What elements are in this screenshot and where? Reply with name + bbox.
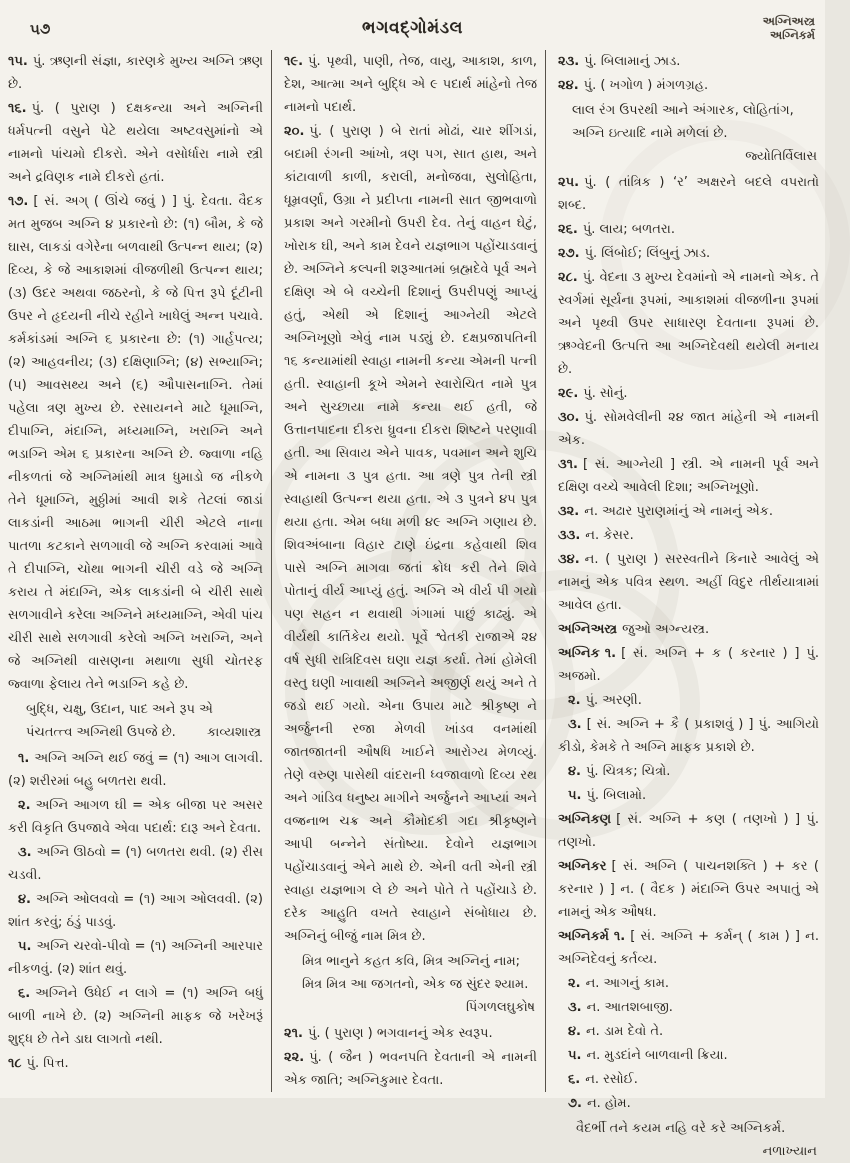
entry-text: [ સં. અગ્ ( ઊંચે જવું ) ] પું. દેવતા. વૈદક મત મુજબ અગ્નિ ૪ પ્રકારનો છે: (૧) બૌમ, કે જે ઘાસ, લાકડાં વગેરેના બળવાથી ઉત્પન્ન થાય; (૨) દિવ્ય, કે જે આકાશમાં વીજળીથી ઉત્પન્ન થાય; (૩) ઉદર અથવા જઠરનો, કે જે પિત્ત રૂપે દૂંટીની ઉપર ને હૃદયની નીચે રહીને ખાધેલું અન્ન પચાવે. કર્મકાંડમાં અગ્નિ ૬ પ્રકારના છે: (૧) ગાર્હપત્ય; (૨) આહવનીય; (૩) દક્ષિણાગ્નિ; (૪) સભ્યાગ્નિ; (૫) આવસથ્ય અને (૬) ઔપાસનાગ્નિ. તેમાં પહેલા ત્રણ મુખ્ય છે. રસાયનને માટે ધૂમાગ્નિ, દીપાગ્નિ, મંદાગ્નિ, મધ્યમાગ્નિ, ખરાગ્નિ અને ભડાગ્નિ એમ ૬ પ્રકારના અગ્નિ છે. જ્વાળા નહિ નીકળતાં જે અગ્નિમાંથી માત્ર ધુમાડો જ નીકળે તેને ધૂમાગ્નિ, મુઠ્ઠીમાં આવી શકે તેટલાં જાડાં લાકડાંની આઠમા ભાગની ચીરી એટલે નાના પાતળા કટકાને સળગાવી જે અગ્નિ કરવામાં આવે તે દીપાગ્નિ, ચોથા ભાગની ચીરી વડે જે અગ્નિ કરાય તે મંદાગ્નિ, એક લાકડાંની બે ચીરી સાથે સળગાવીને કરેલા અગ્નિને મધ્યમાગ્નિ, એવી પાંચ ચીરી સાથે સળગાવી કરેલો અગ્નિ ખરાગ્નિ, અને જે અગ્નિથી વાસણના મથાળા સુધી ચોતરફ જ્વાળા ફેલાય તેને ભડાગ્નિ કહે છે. — [8, 194, 263, 692]
dict-entry — [284, 50, 537, 119]
verse-line: લાલ રંગ ઉપરથી આને અંગારક, લોહિતાંગ, અગ્નિ ઇત્યાદિ નામે મળેલાં છે. — [572, 103, 794, 141]
dict-entry — [8, 50, 263, 96]
entry-text: અગ્નિ ચરવો-પીવો = (૧) અગ્નિની આરપાર નીકળવું. (૨) શાંત થવું. — [8, 939, 263, 977]
dict-entry — [558, 760, 819, 783]
entry-number: ૨૮. — [558, 270, 578, 285]
verse-block — [576, 1117, 819, 1163]
headword: અગ્નિકર — [558, 859, 607, 874]
entry-text: [ સં. આગ્નેયી ] સ્ત્રી. એ નામની પૂર્વ અને દક્ષિણ વચ્ચે આવેલી દિશા; અગ્નિખૂણો. — [558, 457, 819, 495]
entry-text: પું. ( તાંત્રિક ) ‘ર’ અક્ષરને બદલે વપરાતો શબ્દ. — [558, 175, 819, 213]
page-number: ૫૭ — [29, 19, 51, 39]
entry-number: ૩૧. — [558, 457, 578, 472]
attribution: નળાખ્યાન — [762, 1144, 817, 1159]
dict-entry — [8, 794, 263, 840]
entry-number: ૧. — [18, 751, 30, 766]
dict-entry — [8, 888, 263, 934]
entry-number: ૬. — [568, 1072, 581, 1087]
entry-number: ૬. — [18, 986, 31, 1001]
entry-number: ૩. — [18, 845, 32, 860]
dict-entry — [8, 935, 263, 981]
dict-entry — [558, 524, 819, 547]
entry-number: ૧. — [613, 929, 626, 944]
entry-text: અગ્નિ ઊઠવો = (૧) બળતરા થવી. (૨) રીસ ચડવી. — [8, 845, 263, 883]
dict-entry — [558, 1044, 819, 1067]
dict-entry — [558, 382, 819, 405]
entry-number: ૪. — [568, 764, 581, 779]
text-columns — [8, 50, 819, 1159]
entry-number: ૧૮ — [8, 1056, 22, 1071]
dict-entry — [558, 618, 819, 641]
entry-number: ૪. — [18, 892, 31, 907]
entry-text: પું. લાય; બળતરા. — [582, 222, 675, 237]
dict-entry — [558, 996, 819, 1019]
dict-entry — [558, 406, 819, 452]
dict-entry — [558, 972, 819, 995]
entry-text: ન. ( પુરાણ ) સરસ્વતીને કિનારે આવેલું એ નામનું એક પવિત્ર સ્થળ. અહીં વિદુર તીર્થયાત્રામાં આવેલ હતા. — [558, 552, 819, 613]
entry-text: ન. કેસર. — [585, 528, 634, 543]
entry-text: પું. ચિત્રક; ચિત્રો. — [586, 764, 671, 779]
entry-text: પું. પૃથ્વી, પાણી, તેજ, વાયુ, આકાશ, કાળ, દેશ, આત્મા અને બુદ્ધિ એ ૯ પદાર્થ માંહેનો તેજ નામનો પદાર્થ. — [284, 54, 537, 115]
entry-text: ન. ડામ દેવો તે. — [586, 1024, 664, 1039]
entry-text: પું. ઋણની સંજ્ઞા, કારણકે મુખ્ય અગ્નિ ઋણ છે. — [8, 54, 263, 92]
entry-number: ૨૯. — [558, 386, 579, 401]
dict-entry — [558, 453, 819, 499]
entry-number: ૨૫. — [558, 175, 580, 190]
guide-words — [763, 14, 815, 42]
entry-number: ૫. — [568, 788, 582, 803]
dict-entry — [558, 500, 819, 523]
citation-note — [572, 99, 819, 168]
dict-entry — [8, 841, 263, 887]
entry-number: ૨. — [18, 798, 31, 813]
entry-text: [ સં. અગ્નિ + કર્મન્ ( કામ ) ] ન. અગ્નિદેવનું કર્તવ્ય. — [558, 929, 819, 967]
entry-text: જુઓ અગ્ન્યસ્ત્ર. — [622, 622, 710, 637]
entry-text: પું. વેદના ૩ મુખ્ય દેવમાંનો એ નામનો એક. તે સ્વર્ગમાં સૂર્યના રૂપમાં, આકાશમાં વીજળીના રૂપમાં અને પૃથ્વી ઉપર સાધારણ દેવતાના રૂપમાં છે. ઋગ્વેદની ઉત્પત્તિ આ અગ્નિદેવથી થયેલી મનાય છે. — [558, 270, 819, 377]
dict-entry — [558, 548, 819, 617]
entry-text: અગ્નિ અગ્નિ થઈ જવું = (૧) આગ લાગવી. (૨) શરીરમાં બહુ બળતરા થવી. — [8, 751, 263, 789]
dict-entry — [558, 689, 819, 712]
entry-text: પું. અરણી. — [585, 693, 642, 708]
headword: અગ્નિઅસ્ત્ર — [558, 622, 618, 637]
verse-line: મિત્ર ભાનુને કહત કવિ, મિત્ર અગ્નિનું નામ; — [302, 954, 521, 969]
dict-entry — [284, 1046, 537, 1092]
column-2 — [271, 50, 545, 1092]
entry-text: અગ્નિ ઓલવવો = (૧) આગ ઓલવવી. (૨) શાંત કરવું; ઠંડું પાડવું. — [8, 892, 263, 930]
attribution: જ્યોતિર્વિલાસ — [745, 149, 817, 164]
verse-line: બુદ્ધિ, ચક્ષુ, ઉદાન, પાદ અને રૂપ એ પંચતત્ત્વ અગ્નિથી ઉપજે છે. — [26, 702, 213, 740]
headword: અગ્નિક — [558, 646, 600, 661]
verse-line: મિત્ર મિત્ર આ જગતનો, એક જ સુંદર શ્યામ. — [302, 977, 529, 992]
entry-text: ન. આતશબાજી. — [586, 1000, 673, 1015]
entry-text: અગ્નિ આગળ ઘી = એક બીજા પર અસર કરી વિકૃતિ ઉપજાવે એવા પદાર્થ: દારૂ અને દેવતા. — [8, 798, 263, 836]
verse-block — [302, 950, 537, 1019]
dict-entry — [558, 1068, 819, 1091]
dict-entry — [558, 808, 819, 854]
column-1 — [8, 50, 271, 1092]
entry-number: ૨૦. — [284, 124, 305, 139]
entry-text: પું. પિત્ત. — [26, 1056, 69, 1071]
entry-number: ૭. — [568, 1096, 582, 1111]
attribution: પિંગળલઘુકોષ — [465, 1000, 535, 1015]
entry-text: પું. બિલામાનું ઝાડ. — [584, 54, 681, 69]
entry-number: ૩૪. — [558, 552, 580, 567]
entry-number: ૩૩. — [558, 528, 581, 543]
entry-text: ન. આગનું કામ. — [585, 976, 670, 991]
entry-number: ૨૭. — [558, 246, 580, 261]
entry-number: ૨૬. — [558, 222, 578, 237]
entry-number: ૩૨. — [558, 504, 580, 519]
entry-number: ૩. — [568, 1000, 582, 1015]
verse-line: વૈદર્ભી તને કયમ નહિ વરે કરે અગ્નિકર્મ. — [576, 1121, 786, 1136]
page-header — [0, 12, 825, 52]
headword: અગ્નિકર્મ — [558, 929, 609, 944]
entry-text: ન. હોમ. — [586, 1096, 631, 1111]
entry-number: ૫. — [18, 939, 32, 954]
dict-entry — [8, 747, 263, 793]
entry-text: ન. અઢાર પુરાણમાંનું એ નામનું એક. — [584, 504, 773, 519]
dict-entry — [8, 1052, 263, 1075]
dict-entry — [558, 74, 819, 97]
dict-entry — [8, 982, 263, 1051]
guide-word-top: અગ્નિઅસ્ત્ર — [762, 14, 815, 28]
dict-entry — [8, 190, 263, 696]
entry-number: ૨૧. — [284, 1026, 303, 1041]
verse-block — [26, 698, 263, 744]
entry-text: પું. બિલામો. — [586, 788, 647, 803]
entry-text: પું. ( જૈન ) ભવનપતિ દેવતાની એ નામની એક જાતિ; અગ્નિકુમાર દેવતા. — [284, 1050, 537, 1088]
dict-entry — [284, 120, 537, 948]
dict-entry — [558, 1020, 819, 1043]
dict-entry — [284, 1022, 537, 1045]
entry-text: પું. સોમવેલીની ૨૪ જાત માંહેની એ નામની એક. — [558, 410, 819, 448]
entry-text: ન. મુડદાંને બાળવાની ક્રિયા. — [586, 1048, 728, 1063]
entry-number: ૨. — [568, 693, 581, 708]
entry-number: ૫. — [568, 1048, 582, 1063]
dict-entry — [558, 713, 819, 759]
entry-number: ૧. — [604, 646, 617, 661]
entry-number: ૧૭. — [8, 194, 29, 209]
dict-entry — [558, 50, 819, 73]
dict-entry — [558, 171, 819, 217]
entry-number: ૨૩. — [558, 54, 580, 69]
page-title: ભગવદ્ગોમંડલ — [362, 18, 463, 38]
dict-entry — [8, 97, 263, 189]
dict-entry — [558, 266, 819, 381]
entry-number: ૨. — [568, 976, 581, 991]
dict-entry — [558, 242, 819, 265]
entry-text: [ સં. અગ્નિ + ક ( કરનાર ) ] પું. અજમો. — [558, 646, 819, 684]
entry-text: પું. ( પુરાણ ) બે રાતાં મોઢાં, ચાર શીંગડાં, બદામી રંગની આંખો, ત્રણ પગ, સાત હાથ, અને કાંટાવાળી કાળી, કરાલી, મનોજવા, સુલોહિતા, ધૂમ્રવર્ણા, ઉગ્રા ને પ્રદીપ્તા નામની સાત જીભવાળો પ્રકાશ અને ગરમીનો ઉપરી દેવ. તેનું વાહન ઘેટું, ખોરાક ઘી, અને કામ દેવને યજ્ઞભાગ પહોંચાડવાનું છે. અગ્નિને કલ્પની શરૂઆતમાં બ્રહ્મદેવે પૂર્વ અને દક્ષિણ એ બે વચ્ચેની દિશાનું ઉપરીપણું આપ્યું હતું, એથી એ દિશાનું આગ્નેયી એટલે અગ્નિખૂણો એવું નામ પડ્યું છે. દક્ષપ્રજાપતિની ૧૬ કન્યામાંથી સ્વાહા નામની કન્યા એમની પત્ની હતી. સ્વાહાની કૂખે એમને સ્વારોચિત નામે પુત્ર અને સુચ્છાયા નામે કન્યા થઈ હતી, જે ઉત્તાનપાદના દીકરા ધ્રુવના દીકરા શિષ્ટને પરણાવી હતી. આ સિવાય એને પાવક, પવમાન અને શુચિ એ નામના ૩ પુત્ર હતા. આ ત્રણે પુત્ર તેની સ્ત્રી સ્વાહાથી ઉત્પન્ન થયા હતા. એ ૩ પુત્રને ૪૫ પુત્ર થયા હતા. એમ બધા મળી ૪૯ અગ્નિ ગણાય છે. શિવઅંબાના વિહાર ટાણે ઇંદ્રના કહેવાથી શિવ પાસે અગ્નિ માગવા જતાં ક્રોધ કરી તેને શિવે પોતાનું વીર્ય આપ્યું હતું. અગ્નિ એ વીર્ય પી ગયો પણ સહન ન થવાથી ગંગામાં પાછું કાઢ્યું. એ વીર્યથી કાર્તિકેય થયો. પૂર્વે શ્વેતકી રાજાએ ૨૪ વર્ષ સુધી રાત્રિદિવસ ઘણા યજ્ઞ કર્યા. તેમાં હોમેલી વસ્તુ ઘણી ખાવાથી અગ્નિને અજીર્ણ થયું અને તે જડો થઈ ગયો. એના ઉપાય માટે શ્રીકૃષ્ણ ને અર્જુનની રજા મેળવી ખાંડવ વનમાંથી જાતજાતની ઔષધિ ખાઈને આરોગ્ય મેળવ્યું. તેણે વરુણ પાસેથી વાંદરાની ધ્વજાવાળો દિવ્ય રથ અને ગાંડિવ ધનુષ્ય માગીને અર્જુનને આપ્યાં અને વજ્રનાભ ચક્ર અને કૌમોદકી ગદા શ્રીકૃષ્ણને આપી બન્નેને સંતોષ્યા. દેવોને યજ્ઞભાગ પહોંચાડવાનું એને માથે છે. એની વતી એની સ્ત્રી સ્વાહા યજ્ઞભાગ લે છે અને પોતે તે પહોંચાડે છે. દરેક આહુતિ વખતે સ્વાહાને સંબોધાય છે. અગ્નિનું બીજું નામ મિત્ર છે. — [284, 124, 537, 944]
entry-number: ૩. — [568, 717, 582, 732]
entry-text: અગ્નિને ઉધેઈ ન લાગે = (૧) અગ્નિ બધું બાળી નાખે છે. (૨) અગ્નિની માફક જે ખરેખરૂં શુદ્ધ છે તેને ડાઘ લાગતો નથી. — [8, 986, 263, 1047]
entry-text: પું. સોનું. — [583, 386, 628, 401]
guide-word-bottom: અગ્નિકર્મ — [769, 28, 815, 42]
dict-entry — [558, 218, 819, 241]
entry-text: ન. રસોઈ. — [585, 1072, 638, 1087]
entry-text: [ સં. અગ્નિ + કણ ( તણખો ) ] પું. તણખો. — [558, 812, 819, 850]
entry-text: પું. ( ખગોળ ) મંગળગ્રહ. — [583, 78, 709, 93]
entry-number: ૧૬. — [8, 101, 27, 116]
entry-text: પું. ( પુરાણ ) ભગવાનનું એક સ્વરૂપ. — [307, 1026, 493, 1041]
headword: અગ્નિકણ — [558, 812, 612, 827]
attribution: કાવ્યશાસ્ત્ર — [206, 725, 261, 740]
dict-entry — [558, 784, 819, 807]
dict-entry — [558, 925, 819, 971]
dict-entry — [558, 642, 819, 688]
entry-number: ૨૪. — [558, 78, 579, 93]
entry-text: [ સં. અગ્નિ + કૈ ( પ્રકાશવું ) ] પું. આગિયો કીડો, કેમકે તે અગ્નિ માફક પ્રકાશે છે. — [558, 717, 819, 755]
entry-number: ૨૨. — [284, 1050, 305, 1065]
column-3 — [545, 50, 819, 1159]
dict-entry — [558, 855, 819, 924]
entry-number: ૪. — [568, 1024, 581, 1039]
dict-entry — [558, 1092, 819, 1115]
entry-text: [ સં. અગ્નિ ( પાચનશક્તિ ) + કર ( કરનાર ) ] ન. ( વૈદક ) મંદાગ્નિ ઉપર અપાતું એ નામનું એક ઔષધ. — [558, 859, 819, 920]
entry-number: ૩૦. — [558, 410, 580, 425]
entry-number: ૧૯. — [284, 54, 304, 69]
entry-text: પું. લિંબોઈ; લિંબુનું ઝાડ. — [584, 246, 711, 261]
entry-number: ૧૫. — [8, 54, 28, 69]
entry-text: પું. ( પુરાણ ) દક્ષકન્યા અને અગ્નિની ધર્મપત્ની વસુને પેટે થયેલા અષ્ટવસુમાંનો એ નામનો પાંચમો દીકરો. એને વસોર્ધારા નામે સ્ત્રી અને દ્રવિણક નામે દીકરો હતાં. — [8, 101, 263, 185]
